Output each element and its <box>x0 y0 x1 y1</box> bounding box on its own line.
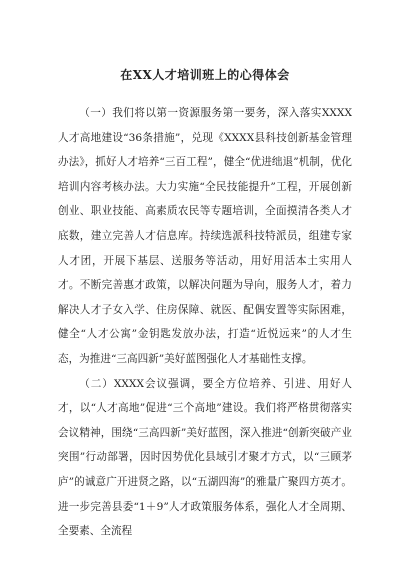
paragraph-2: （二）XXXX会议强调，要全方位培养、引进、用好人才，以“人才高地”促进“三个高地”建设。我们将严格贯彻落实会议精神，围绕“三高四新”美好蓝图，深入推进“创新突破产业突围”行动部署，因时因势优化县域引才聚才方式，以“三顾茅庐”的诚意广开进贤之路，以“五湖四海”的雅量广聚四方英才。进一步完善县委“1＋9”人才政策服务体系，强化人才全周期、全要素、全流程 <box>58 377 352 538</box>
paragraph-1: （一）我们将以第一资源服务第一要务，深入落实XXXX人才高地建设“36条措施”，兑现《XXXX县科技创新基金管理办法》，抓好人才培养“三百工程”，健全“优进绌退”机制，优化培训内容考核办法。大力实施“全民技能提升”工程，开展创新创业、职业技能、高素质农民等专题培训，全面摸清各类人才底数，建立完善人才信息库。持续选派科技特派员，组建专家人才团，开展下基层、送服务等活动，用好用活本土实用人才。不断完善惠才政策，以解决问题为导向，服务人才，着力解决人才子女入学、住房保障、就医、配偶安置等实际困难，健全“人才公寓”金钥匙发放办法，打造“近悦远来”的人才生态，为推进“三高四新”美好蓝图强化人才基础性支撑。 <box>58 107 352 365</box>
document-title: 在XX人才培训班上的心得体会 <box>120 68 290 82</box>
